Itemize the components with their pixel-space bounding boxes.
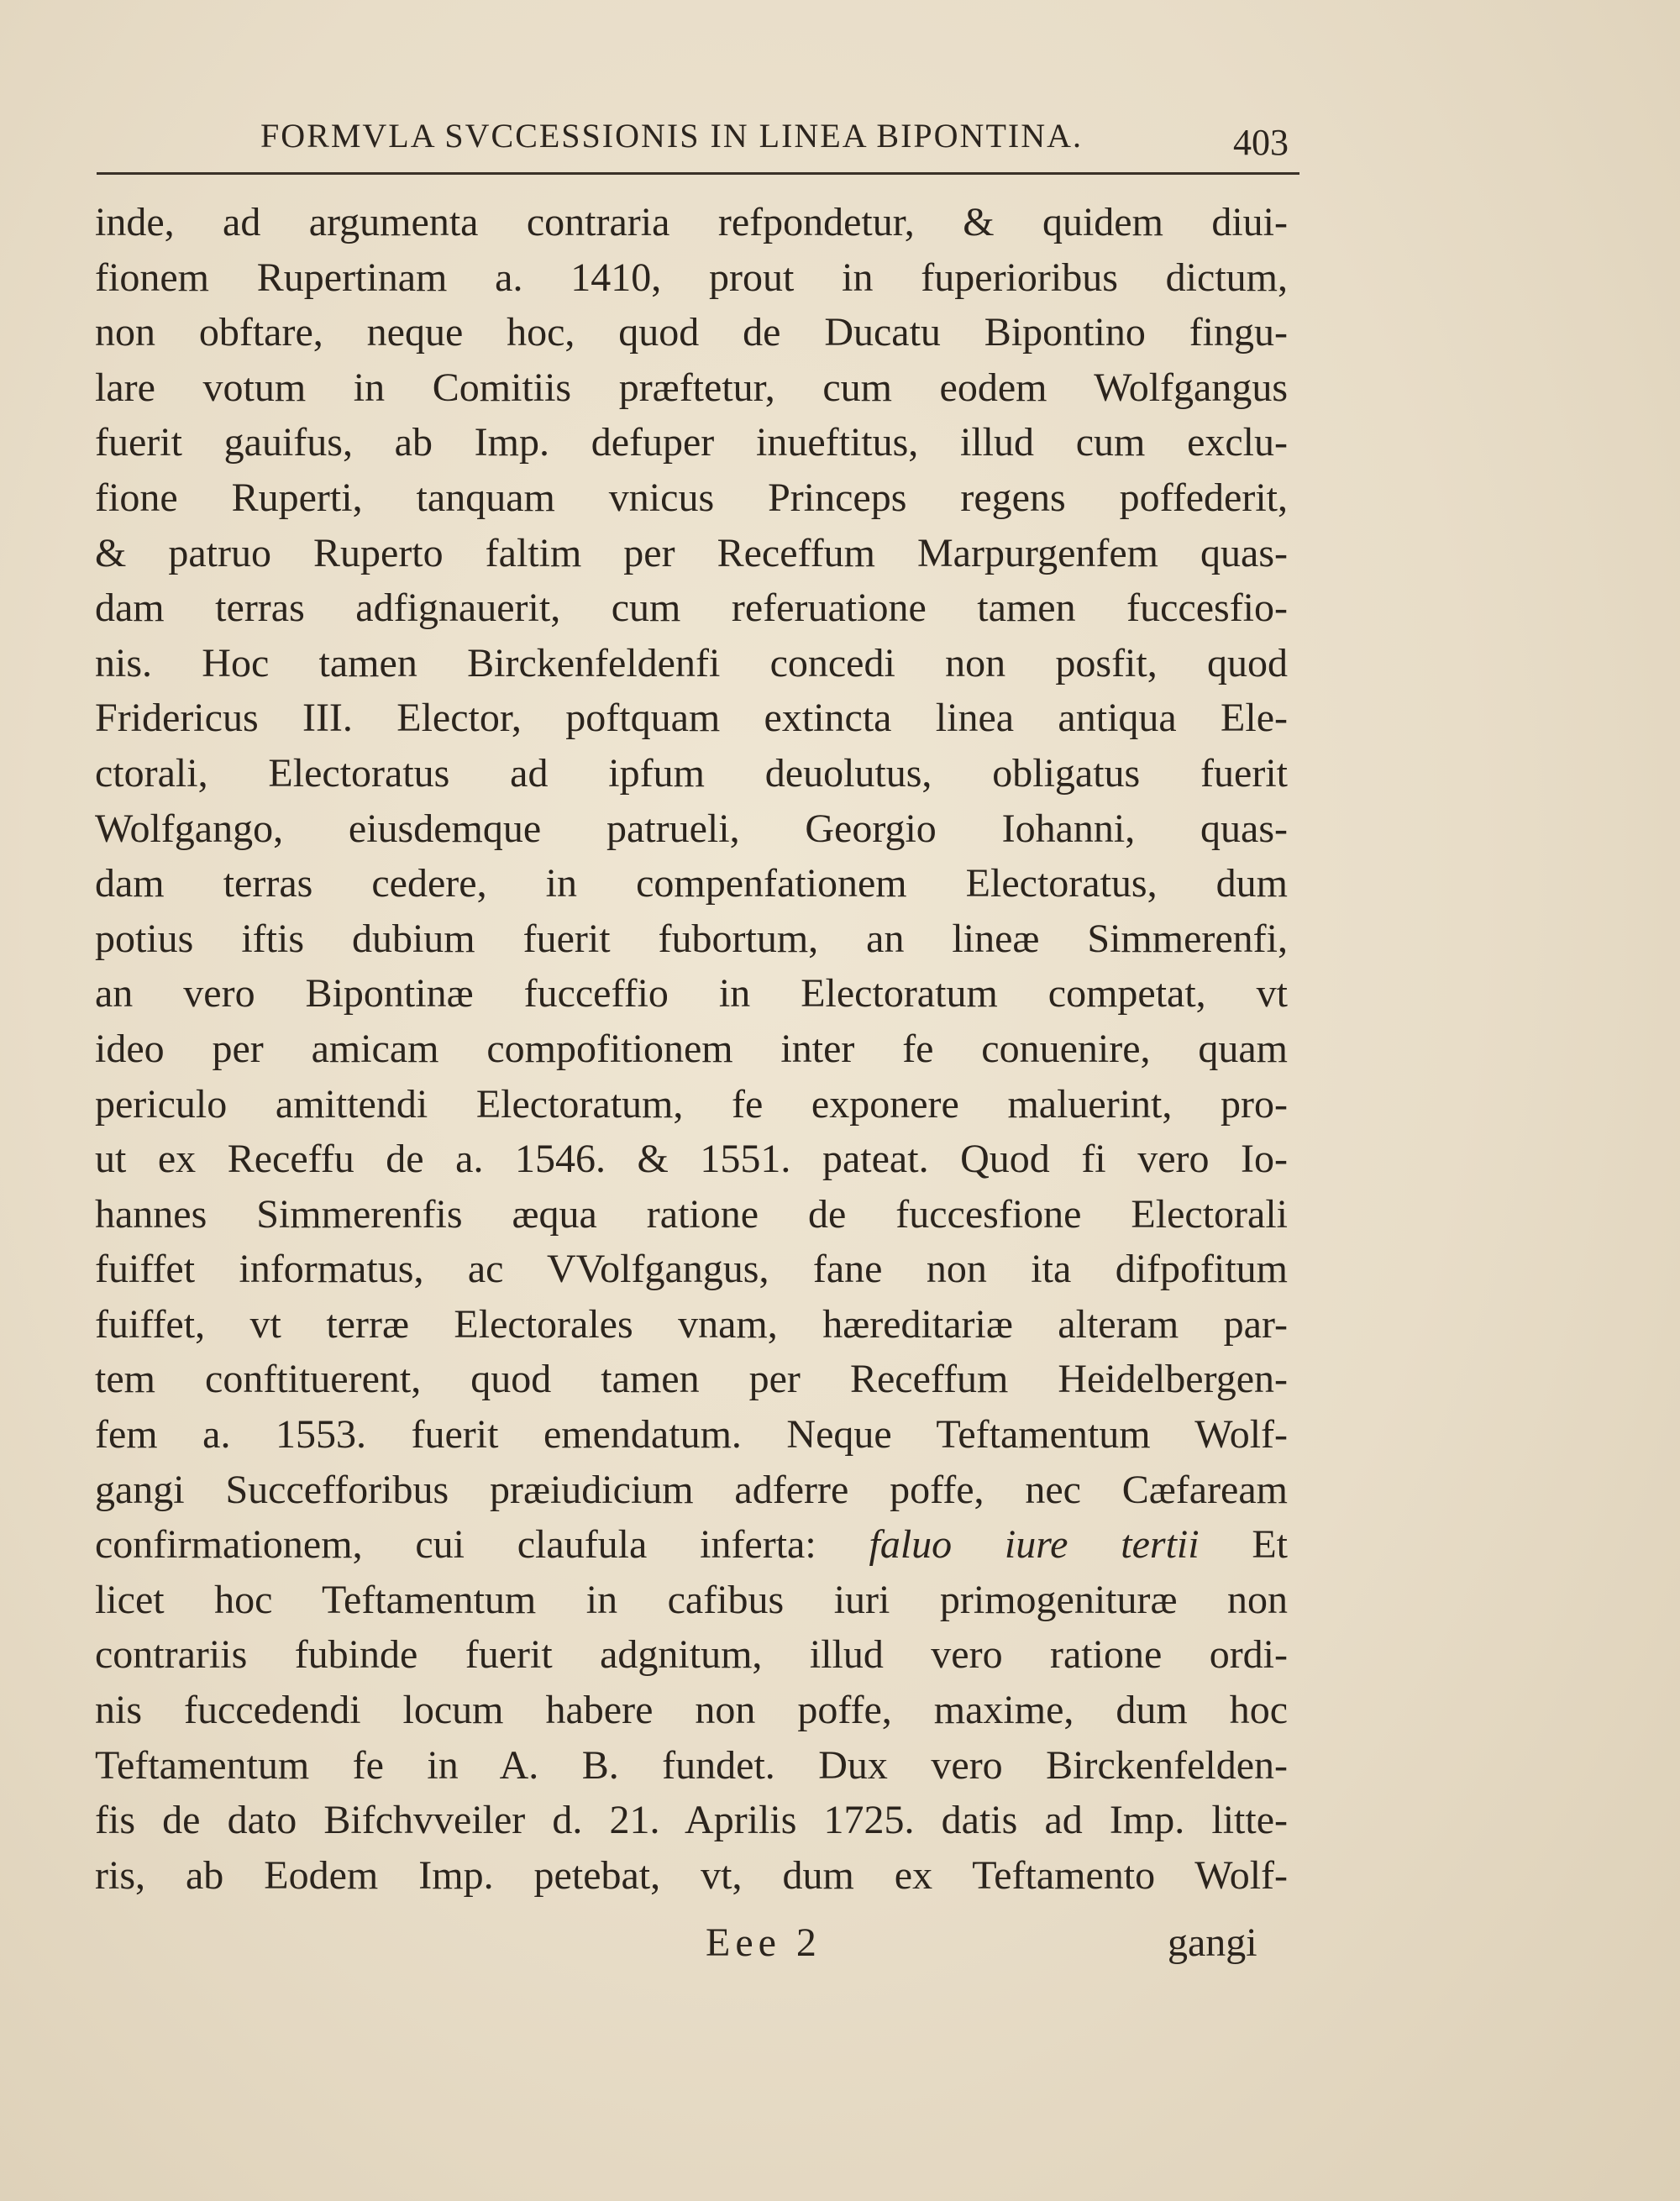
text-line: fis de dato Bifchvveiler d. 21. Aprilis 1725. datis ad Imp. litte- xyxy=(95,1798,1288,1843)
text-line: contrariis fubinde fuerit adgnitum, illud vero ratione ordi- xyxy=(95,1632,1288,1678)
text-line: nis fuccedendi locum habere non poffe, maxime, dum hoc xyxy=(95,1688,1288,1733)
text-line: Fridericus III. Elector, poftquam extincta linea antiqua Ele- xyxy=(95,696,1288,741)
text-line: ctorali, Electoratus ad ipfum deuolutus, obligatus fuerit xyxy=(95,750,1288,796)
text-line: lare votum in Comitiis præftetur, cum eodem Wolfgangus xyxy=(95,365,1288,410)
text-line: fuerit gauifus, ab Imp. defuper inueftitus, illud cum exclu- xyxy=(95,420,1288,465)
body-text xyxy=(95,195,1288,1903)
text-line: fem a. 1553. fuerit emendatum. Neque Teftamentum Wolf- xyxy=(95,1412,1288,1458)
text-line: an vero Bipontinæ fucceffio in Electoratum competat, vt xyxy=(95,971,1288,1016)
text-line: inde, ad argumenta contraria refpondetur, & quidem diui- xyxy=(95,200,1288,244)
text-line: licet hoc Teftamentum in cafibus iuri primogenituræ non xyxy=(95,1577,1288,1622)
text-line: ideo per amicam compofitionem inter fe conuenire, quam xyxy=(95,1026,1288,1071)
text-line: fuiffet, vt terræ Electorales vnam, hæreditariæ alteram par- xyxy=(95,1301,1288,1347)
page-number: 403 xyxy=(1233,122,1289,163)
text-line: fuiffet informatus, ac VVolfgangus, fane non ita difpofitum xyxy=(95,1247,1288,1292)
text-line: dam terras cedere, in compenfationem Electoratus, dum xyxy=(95,861,1288,906)
signature-mark: Eee 2 xyxy=(706,1920,822,1965)
catchword: gangi xyxy=(1168,1920,1257,1965)
text-segment: Et xyxy=(1252,1522,1288,1568)
text-line: ut ex Receffu de a. 1546. & 1551. pateat. Quod fi vero Io- xyxy=(95,1137,1288,1182)
text-line: potius iftis dubium fuerit fubortum, an lineæ Simmerenfi, xyxy=(95,916,1288,961)
running-head: FORMVLA SVCCESSIONIS IN LINEA BIPONTINA. xyxy=(260,117,1083,155)
text-line: Wolfgango, eiusdemque patrueli, Georgio Iohanni, quas- xyxy=(95,806,1288,851)
text-line: tem conftituerent, quod tamen per Receffum Heidelbergen- xyxy=(95,1357,1288,1402)
text-line: periculo amittendi Electoratum, fe exponere maluerint, pro- xyxy=(95,1081,1288,1127)
text-line-with-italic xyxy=(95,1517,1288,1573)
text-line: non obftare, neque hoc, quod de Ducatu Bipontino fingu- xyxy=(95,310,1288,355)
text-line: gangi Succefforibus præiudicium adferre poffe, nec Cæfaream xyxy=(95,1467,1288,1512)
text-line: nis. Hoc tamen Birckenfeldenfi concedi non posfit, quod xyxy=(95,640,1288,686)
text-line: fionem Rupertinam a. 1410, prout in fuperioribus dictum, xyxy=(95,255,1288,300)
text-line: hannes Simmerenfis æqua ratione de fuccesfione Electorali xyxy=(95,1191,1288,1237)
text-line: dam terras adfignauerit, cum referuatione tamen fuccesfio- xyxy=(95,586,1288,631)
text-line: Teftamentum fe in A. B. fundet. Dux vero Birckenfelden- xyxy=(95,1742,1288,1788)
text-line: & patruo Ruperto faltim per Receffum Marpurgenfem quas- xyxy=(95,530,1288,575)
text-segment: confirmationem, cui claufula inferta: xyxy=(95,1522,816,1568)
text-line: ris, ab Eodem Imp. petebat, vt, dum ex Teftamento Wolf- xyxy=(95,1852,1288,1898)
header-rule xyxy=(97,172,1299,175)
italic-phrase: faluo iure tertii xyxy=(869,1522,1200,1568)
text-line: fione Ruperti, tanquam vnicus Princeps regens poffederit, xyxy=(95,475,1288,520)
